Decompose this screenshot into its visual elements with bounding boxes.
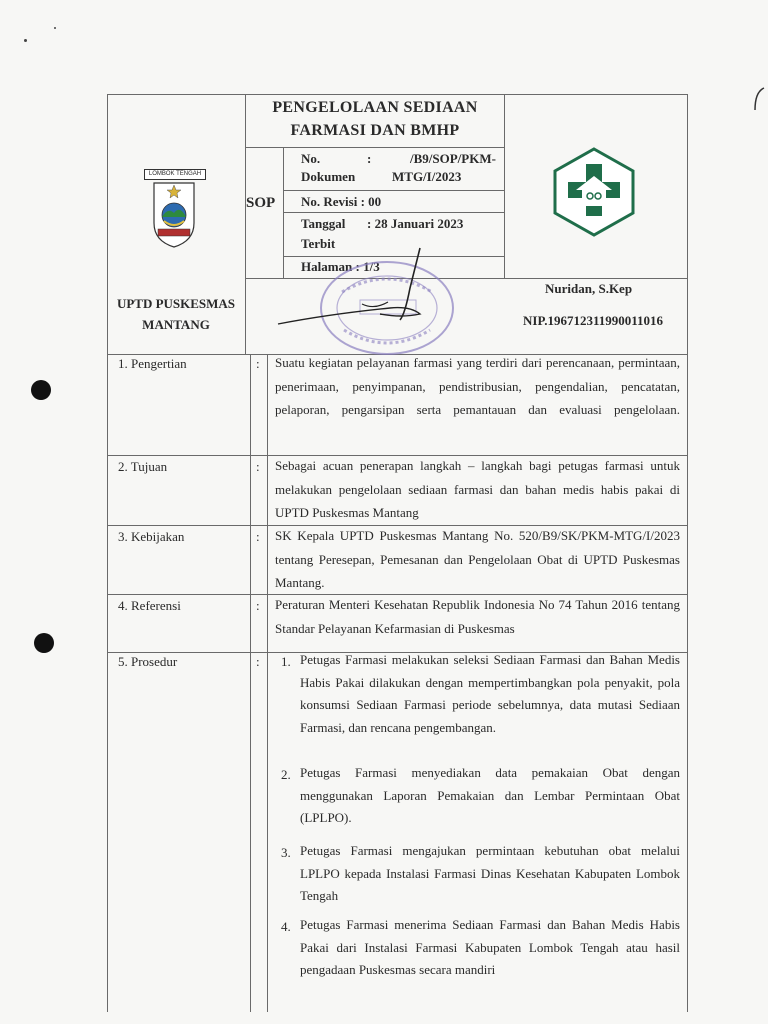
section-divider-col1 <box>250 354 251 1012</box>
section-colon: : <box>256 356 260 371</box>
no-dokumen-label2: Dokumen <box>301 169 356 184</box>
section-text-kebijakan: SK Kepala UPTD Puskesmas Mantang No. 520/B9/SK/PKM-MTG/I/2023 tentang Peresepan, Pemesanan dan Pengelolaan Obat di UPTD Puskesmas Mantang. <box>275 528 680 590</box>
scan-speck <box>54 27 56 29</box>
procedure-number: 3. <box>281 845 291 860</box>
sop-label: SOP <box>246 195 276 211</box>
procedure-number: 1. <box>281 654 291 669</box>
halaman: Halaman : 1/3 <box>301 259 380 274</box>
tanggal-label: Tanggal <box>301 216 346 231</box>
section-label-pengertian: 1. Pengertian <box>118 356 187 371</box>
no-dokumen-label: No. <box>301 151 321 166</box>
section-label-prosedur: 5. Prosedur <box>118 654 178 669</box>
section-colon: : <box>256 598 260 613</box>
section-text-tujuan: Sebagai acuan penerapan langkah – langkah bagi petugas farmasi untuk melakukan pengelolaan sediaan farmasi dan bahan medis habis pakai di UPTD Puskesmas Mantang <box>275 458 680 520</box>
no-dokumen-colon: : <box>367 151 372 166</box>
lombok-tengah-logo <box>140 169 208 249</box>
tanggal-value: : 28 Januari 2023 <box>367 216 464 231</box>
procedure-number: 2. <box>281 767 291 782</box>
signer-nip: NIP.196712311990011016 <box>523 313 664 328</box>
section-text-pengertian: Suatu kegiatan pelayanan farmasi yang terdiri dari perencanaan, permintaan, penerimaan, penyimpanan, pendistribusian, pengendalian, pencatatan, pelaporan, pengarsipan serta pemantauan dan evaluasi pengelolaan. <box>275 355 680 417</box>
page-title-line2: FARMASI DAN BMHP <box>290 122 460 139</box>
punch-hole-bottom <box>34 633 54 653</box>
header-dokumen-rule <box>283 190 505 191</box>
procedure-step-1: Petugas Farmasi melakukan seleksi Sediaan Farmasi dan Bahan Medis Habis Pakai dilakukan dengan mempertimbangkan pola penyakit, pola konsumsi Sediaan Farmasi periode sebelumnya, data mutasi Sediaan Farmasi, dan rencana pengembangan. <box>300 652 680 735</box>
procedure-step-4: Petugas Farmasi menerima Sediaan Farmasi dan Bahan Medis Habis Pakai dari Instalasi Farmasi Kabupaten Lombok Tengah atau hasil pengadaan Puskesmas secara mandiri <box>300 917 680 977</box>
punch-hole-top <box>31 380 51 400</box>
logo-label: LOMBOK TENGAH <box>144 169 206 180</box>
table-border-left <box>107 94 108 1012</box>
table-border-right <box>687 94 688 1012</box>
procedure-number: 4. <box>281 919 291 934</box>
no-revisi: No. Revisi : 00 <box>301 194 382 209</box>
procedure-step-2: Petugas Farmasi menyediakan data pemakaian Obat dengan menggunakan Laporan Pemakaian dan Lembar Permintaan Obat (LPLPO). <box>300 765 680 825</box>
org-name-line2: MANTANG <box>142 317 210 332</box>
org-name-line1: UPTD PUSKESMAS <box>116 296 236 311</box>
section-colon: : <box>256 654 260 669</box>
signer-name: Nuridan, S.Kep <box>545 281 633 296</box>
section-divider-col2 <box>267 354 268 1012</box>
section-colon: : <box>256 529 260 544</box>
page-title-line1: PENGELOLAAN SEDIAAN <box>272 99 478 116</box>
no-dokumen-value2: MTG/I/2023 <box>392 169 462 184</box>
signature <box>270 244 440 334</box>
section-colon: : <box>256 459 260 474</box>
section-label-referensi: 4. Referensi <box>118 598 181 613</box>
header-revisi-rule <box>283 212 505 213</box>
terbit-label: Terbit <box>301 236 336 251</box>
scan-speck <box>24 39 27 42</box>
procedure-step-3: Petugas Farmasi mengajukan permintaan kebutuhan obat melalui LPLPO kepada Instalasi Farmasi Dinas Kesehatan Kabupaten Lombok Tengah <box>300 843 680 903</box>
margin-pen-mark <box>752 86 766 112</box>
section-label-kebijakan: 3. Kebijakan <box>118 529 185 544</box>
regency-crest-icon <box>140 179 208 249</box>
puskesmas-emblem-icon <box>552 146 636 238</box>
table-border-top <box>107 94 688 95</box>
no-dokumen-value1: /B9/SOP/PKM- <box>410 151 496 166</box>
section-text-referensi: Peraturan Menteri Kesehatan Republik Indonesia No 74 Tahun 2016 tentang Standar Pelayanan Kefarmasian di Puskesmas <box>275 597 680 636</box>
section-label-tujuan: 2. Tujuan <box>118 459 168 474</box>
header-title-rule <box>245 147 505 148</box>
